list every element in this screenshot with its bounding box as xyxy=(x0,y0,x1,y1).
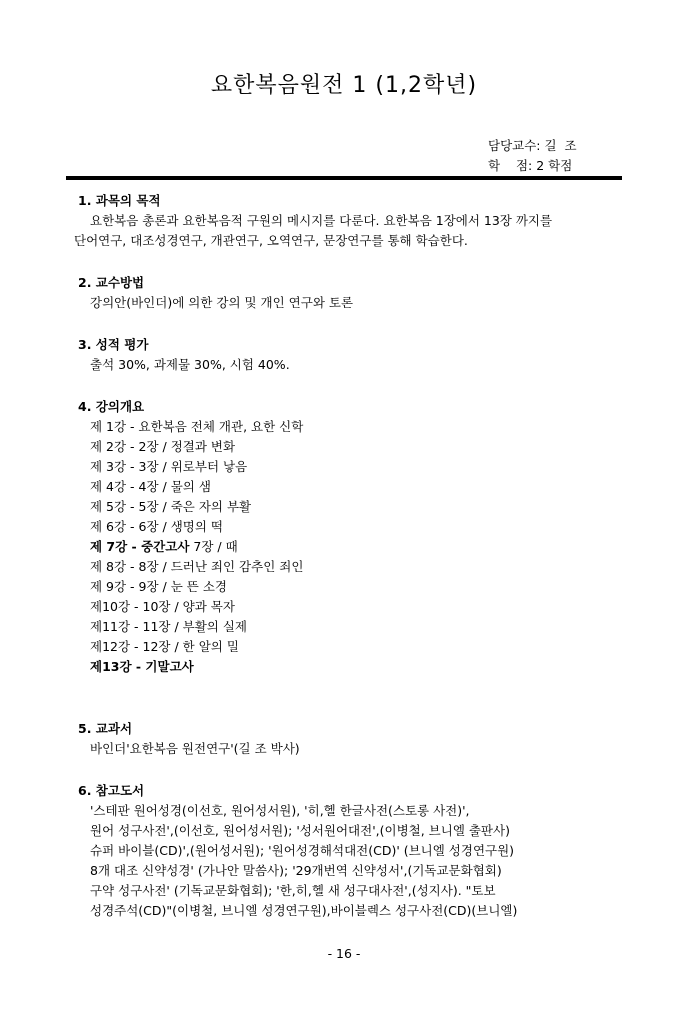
section-heading: 4. 강의개요 xyxy=(78,399,145,414)
section-text: 출석 30%, 과제물 30%, 시험 40%. xyxy=(90,357,290,372)
section-text: 강의안(바인더)에 의한 강의 및 개인 연구와 토론 xyxy=(90,295,354,310)
reference-line: 슈퍼 바이블(CD)',(원어성서원); '원어성경해석대전(CD)' (브니엘 성경연구원) xyxy=(90,843,515,858)
section-heading: 6. 참고도서 xyxy=(78,783,145,798)
document-title: 요한복음원전 1 (1,2학년) xyxy=(210,73,478,98)
section-purpose xyxy=(74,191,622,251)
section-heading: 1. 과목의 목적 xyxy=(78,193,161,208)
lecture-item: 제 2강 - 2장 / 정결과 변화 xyxy=(90,439,236,454)
section-textbook xyxy=(74,719,622,759)
reference-line: 구약 성구사전' (기독교문화협회); '한,히,헬 새 성구대사전',(성지사). "토보 xyxy=(90,883,496,898)
credits-line: 학 점: 2 학점 xyxy=(488,158,573,173)
lecture-item: 제 6강 - 6장 / 생명의 떡 xyxy=(90,519,223,534)
lecture-item: 제11강 - 11장 / 부활의 실제 xyxy=(90,619,248,634)
lecture-item-final: 제13강 - 기말고사 xyxy=(90,659,194,674)
section-grading xyxy=(74,335,622,375)
syllabus-body xyxy=(74,191,622,921)
lecture-item: 제 4강 - 4장 / 물의 샘 xyxy=(90,479,211,494)
lecture-item: 제 1강 - 요한복음 전체 개관, 요한 신학 xyxy=(90,419,304,434)
section-heading: 3. 성적 평가 xyxy=(78,337,149,352)
reference-line: 원어 성구사전',(이선호, 원어성서원); '성서원어대전',(이병철, 브니엘 출판사) xyxy=(90,823,510,838)
reference-line: 성경주석(CD)"(이병철, 브니엘 성경연구원),바이블렉스 성구사전(CD)(브니엘) xyxy=(90,903,518,918)
section-heading: 2. 교수방법 xyxy=(78,275,145,290)
section-heading: 5. 교과서 xyxy=(78,721,133,736)
section-outline xyxy=(74,397,622,677)
professor-line: 담당교수: 길 조 xyxy=(488,138,577,153)
section-text: 단어연구, 대조성경연구, 개관연구, 오역연구, 문장연구를 통해 학습한다. xyxy=(74,233,468,248)
lecture-item-midterm xyxy=(74,537,622,557)
midterm-label: 제 7강 - 중간고사 xyxy=(90,539,190,554)
section-references xyxy=(74,781,622,921)
page-number: - 16 - xyxy=(327,946,361,961)
lecture-item: 제 5강 - 5장 / 죽은 자의 부활 xyxy=(90,499,252,514)
reference-line: '스테판 원어성경(이선호, 원어성서원), '히,헬 한글사전(스토롱 사전)', xyxy=(90,803,470,818)
lecture-item: 제 9강 - 9장 / 눈 뜬 소경 xyxy=(90,579,227,594)
lecture-item: 제 3강 - 3장 / 위로부터 낳음 xyxy=(90,459,248,474)
lecture-item: 제12강 - 12장 / 한 알의 밀 xyxy=(90,639,239,654)
lecture-item: 제10강 - 10장 / 양과 목자 xyxy=(90,599,235,614)
section-text: 바인더'요한복음 원전연구'(길 조 박사) xyxy=(90,741,300,756)
lecture-item: 제 8강 - 8장 / 드러난 죄인 감추인 죄인 xyxy=(90,559,304,574)
section-method xyxy=(74,273,622,313)
header-rule xyxy=(66,176,622,180)
midterm-rest: 7장 / 때 xyxy=(189,539,238,554)
section-text: 요한복음 총론과 요한복음적 구원의 메시지를 다룬다. 요한복음 1장에서 13장 까지를 xyxy=(90,213,553,228)
reference-line: 8개 대조 신약성경' (가나안 말씀사); '29개번역 신약성서',(기독교문화협회) xyxy=(90,863,502,878)
